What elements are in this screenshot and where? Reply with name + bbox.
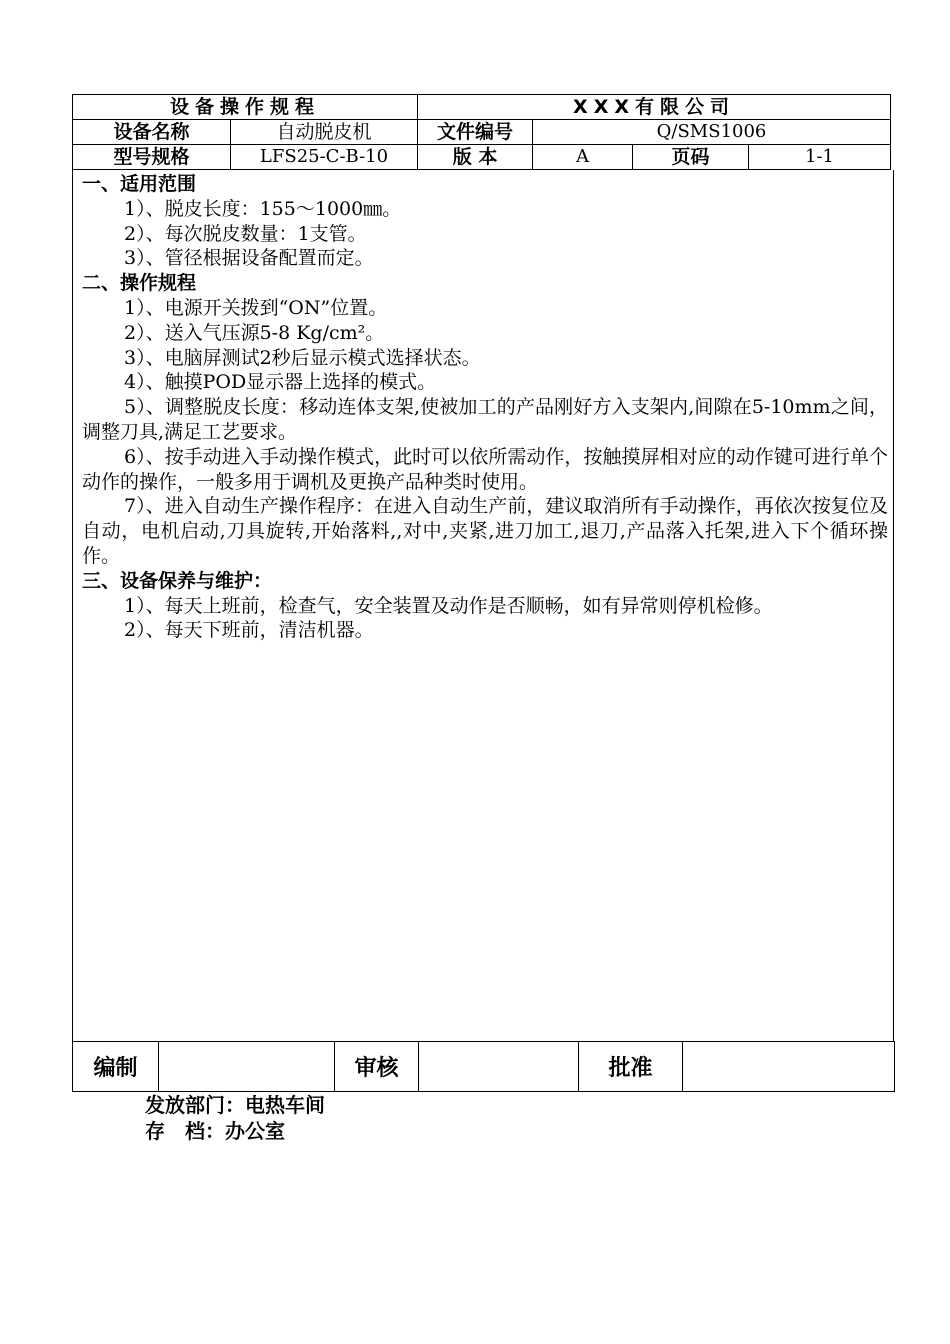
- page-value: 1-1: [749, 145, 891, 170]
- list-item: 2）、送入气压源5-8 Kg/cm²。: [124, 321, 385, 344]
- list-item: 3）、管径根据设备配置而定。: [124, 247, 374, 270]
- list-item: 2）、每次脱皮数量：1支管。: [124, 222, 367, 245]
- page-label: 页码: [633, 145, 749, 170]
- list-item: 6）、按手动进入手动操作模式，此时可以依所需动作，按触摸屏相对应的动作键可进行单个动作的操作，一般多用于调机及更换产品种类时使用。: [82, 445, 888, 493]
- list-item: 5）、调整脱皮长度：移动连体支架,使被加工的产品刚好方入支架内,间隙在5-10mm之间，调整刀具,满足工艺要求。: [82, 396, 888, 443]
- procedure-content: [82, 172, 888, 643]
- section-title: 二、操作规程: [82, 272, 197, 295]
- reviewed-label: 审核: [335, 1042, 419, 1092]
- list-item: 7）、进入自动生产操作程序：在进入自动生产前，建议取消所有手动操作，再依次按复位及自动，电机启动,刀具旋转,开始落料,,对中,夹紧,进刀加工,退刀,产品落入托架,进入下个循环操作。: [82, 495, 888, 567]
- prepared-field[interactable]: [159, 1042, 335, 1092]
- file-no: Q/SMS1006: [533, 120, 891, 145]
- approved-field[interactable]: [683, 1042, 895, 1092]
- archive-location: 存 档：办公室: [145, 1119, 285, 1143]
- list-item: 4）、触摸POD显示器上选择的模式。: [124, 371, 437, 394]
- header-row-model: [73, 145, 891, 170]
- reviewed-field[interactable]: [419, 1042, 579, 1092]
- signoff-row: [73, 1042, 895, 1092]
- equipment-name-label: 设备名称: [73, 120, 231, 145]
- list-item: 1）、电源开关拨到“ON”位置。: [124, 296, 388, 319]
- doc-type: 设备操作规程: [73, 95, 418, 120]
- file-no-label: 文件编号: [418, 120, 533, 145]
- list-item: 3）、电脑屏测试2秒后显示模式选择状态。: [124, 346, 481, 369]
- signoff-table: [72, 1041, 895, 1092]
- equipment-name: 自动脱皮机: [231, 120, 418, 145]
- list-item: 1）、每天上班前，检查气，安全装置及动作是否顺畅，如有异常则停机检修。: [124, 594, 773, 617]
- list-item: 2）、每天下班前，清洁机器。: [124, 619, 374, 642]
- prepared-label: 编制: [73, 1042, 159, 1092]
- model-value: LFS25-C-B-10: [231, 145, 418, 170]
- header-row-title: [73, 95, 891, 120]
- section-title: 一、适用范围: [82, 173, 197, 195]
- company-name: XXX有限公司: [418, 95, 891, 120]
- header-table: [72, 94, 891, 170]
- version-label: 版 本: [418, 145, 533, 170]
- model-label: 型号规格: [73, 145, 231, 170]
- list-item: 1）、脱皮长度：155～1000㎜。: [124, 197, 402, 220]
- issue-department: 发放部门：电热车间: [145, 1093, 325, 1117]
- approved-label: 批准: [579, 1042, 683, 1092]
- section-title: 三、设备保养与维护：: [82, 569, 273, 592]
- header-row-name: [73, 120, 891, 145]
- version-value: A: [533, 145, 633, 170]
